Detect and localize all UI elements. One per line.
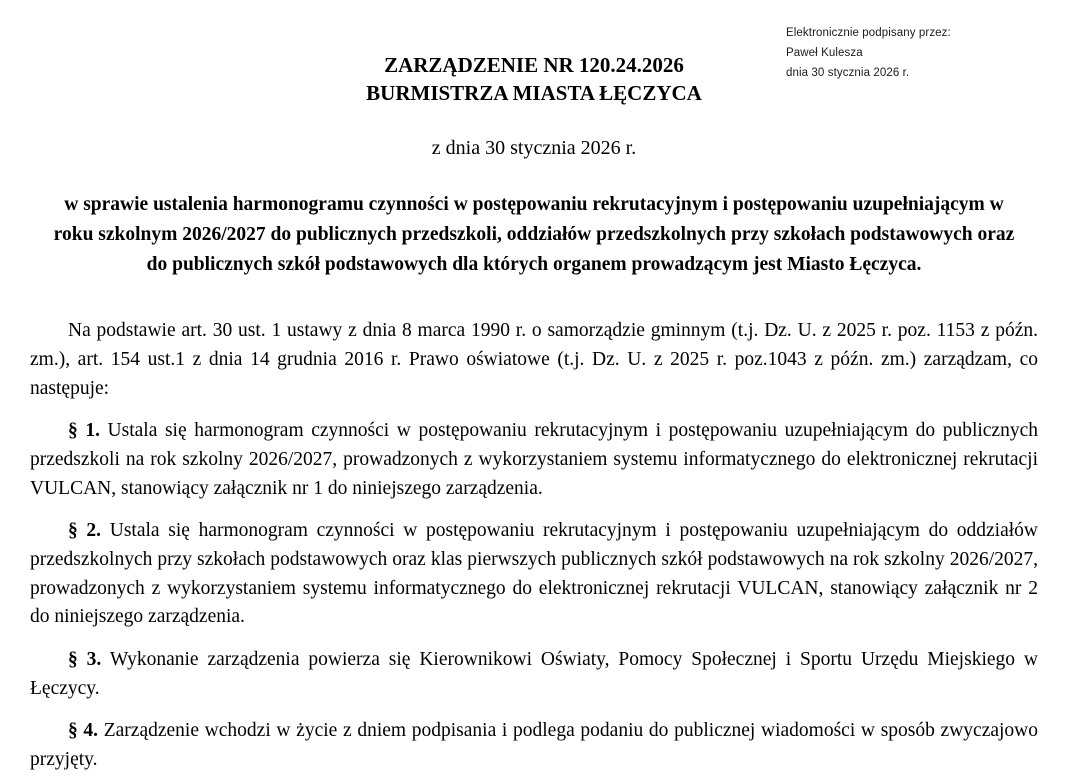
document-body — [30, 52, 1038, 779]
section-marker-4: § 4. — [68, 720, 99, 742]
section-text-1: Ustala się harmonogram czynności w postępowaniu rekrutacyjnym i postępowaniu uzupełniającym do publicznych przedszkoli na rok szkolny 2026/2027, prowadzonych z wykorzystaniem systemu informatycznego do elektronicznej rekrutacji VULCAN, stanowiący załącznik nr 1 do niniejszego zarządzenia. — [30, 420, 1038, 499]
section-paragraph-1 — [30, 417, 1038, 503]
preamble-paragraph: Na podstawie art. 30 ust. 1 ustawy z dnia 8 marca 1990 r. o samorządzie gminnym (t.j. Dz. U. z 2025 r. poz. 1153 z późn. zm.), art. 154 ust.1 z dnia 14 grudnia 2016 r. Prawo oświatowe (t.j. Dz. U. z 2025 r. poz.1043 z późn. zm.) zarządzam, co następuje: — [30, 320, 1038, 399]
page-title — [30, 52, 1038, 107]
section-paragraph-2 — [30, 517, 1038, 632]
section-text-2: Ustala się harmonogram czynności w postępowaniu rekrutacyjnym i postępowaniu uzupełniającym do oddziałów przedszkolnych przy szkołach podstawowych oraz klas pierwszych publicznych szkół podstawowych na rok szkolny 2026/2027, prowadzonych z wykorzystaniem systemu informatycznego do elektronicznej rekrutacji VULCAN, stanowiący załącznik nr 2 do niniejszego zarządzenia. — [30, 520, 1038, 628]
document-subject: w sprawie ustalenia harmonogramu czynności w postępowaniu rekrutacyjnym i postępowaniu uzupełniającym w roku szkolnym 2026/2027 do publicznych przedszkoli, oddziałów przedszkolnych przy szkołach podstawowych oraz do publicznych szkół podstawowych dla których organem prowadzącym jest Miasto Łęczyca. — [53, 194, 1015, 275]
section-marker-2: § 2. — [68, 520, 102, 542]
section-marker-1: § 1. — [68, 420, 100, 442]
document-content — [30, 317, 1038, 774]
document-date: z dnia 30 stycznia 2026 r. — [431, 137, 637, 160]
signature-signer-name: Paweł Kulesza — [786, 46, 863, 59]
section-text-3: Wykonanie zarządzenia powierza się Kierownikowi Oświaty, Pomocy Społecznej i Sportu Urzędu Miejskiego w Łęczycy. — [30, 648, 1039, 699]
signature-signed-by-label: Elektronicznie podpisany przez: — [786, 27, 951, 39]
signature-date: dnia 30 stycznia 2026 r. — [786, 66, 910, 79]
section-paragraph-3 — [30, 646, 1038, 703]
section-marker-3: § 3. — [68, 648, 102, 670]
section-text-4: Zarządzenie wchodzi w życie z dniem podpisania i podlega podaniu do publicznej wiadomości w sposób zwyczajowo przyjęty. — [30, 720, 1038, 770]
title-line-1: ZARZĄDZENIE NR 120.24.2026 — [384, 53, 684, 77]
title-line-2: BURMISTRZA MIASTA ŁĘCZYCA — [366, 80, 702, 105]
section-paragraph-4 — [30, 717, 1038, 774]
